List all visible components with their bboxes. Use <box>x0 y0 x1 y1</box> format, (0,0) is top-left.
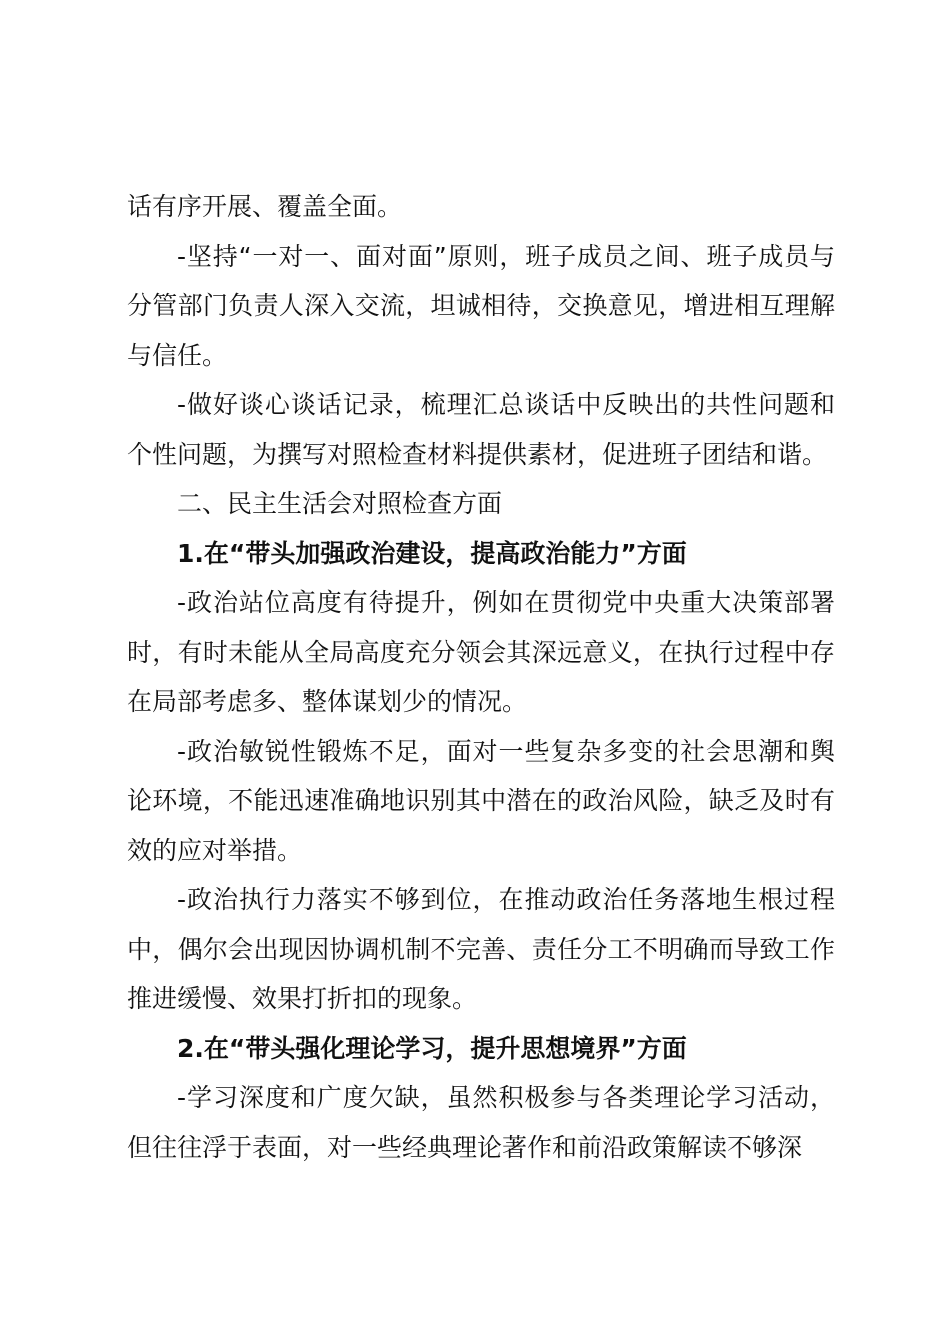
paragraph-continuation: 话有序开展、覆盖全面。 <box>127 192 403 221</box>
paragraph-records: -做好谈心谈话记录，梳理汇总谈话中反映出的共性问题和个性问题，为撰写对照检查材料提供素材，促进班子团结和谐。 <box>127 390 835 469</box>
paragraph-political-stance: -政治站位高度有待提升，例如在贯彻党中央重大决策部署时，有时未能从全局高度充分领会其深远意义，在执行过程中存在局部考虑多、整体谋划少的情况。 <box>127 588 835 716</box>
section-heading-2: 二、民主生活会对照检查方面 <box>177 489 503 518</box>
paragraph-political-sensitivity: -政治敏锐性锻炼不足，面对一些复杂多变的社会思潮和舆论环境，不能迅速准确地识别其中潜在的政治风险，缺乏及时有效的应对举措。 <box>127 736 835 865</box>
paragraph-study-depth: -学习深度和广度欠缺，虽然积极参与各类理论学习活动，但往往浮于表面，对一些经典理论著作和前沿政策解读不够深 <box>127 1083 835 1162</box>
document-body <box>127 182 835 1172</box>
paragraph-political-execution: -政治执行力落实不够到位，在推动政治任务落地生根过程中，偶尔会出现因协调机制不完善、责任分工不明确而导致工作推进缓慢、效果打折扣的现象。 <box>127 885 835 1013</box>
paragraph-one-on-one: -坚持“一对一、面对面”原则，班子成员之间、班子成员与分管部门负责人深入交流，坦诚相待，交换意见，增进相互理解与信任。 <box>127 241 835 370</box>
subheading-2: 2.在“带头强化理论学习，提升思想境界”方面 <box>177 1033 687 1063</box>
subheading-1: 1.在“带头加强政治建设，提高政治能力”方面 <box>177 538 687 568</box>
